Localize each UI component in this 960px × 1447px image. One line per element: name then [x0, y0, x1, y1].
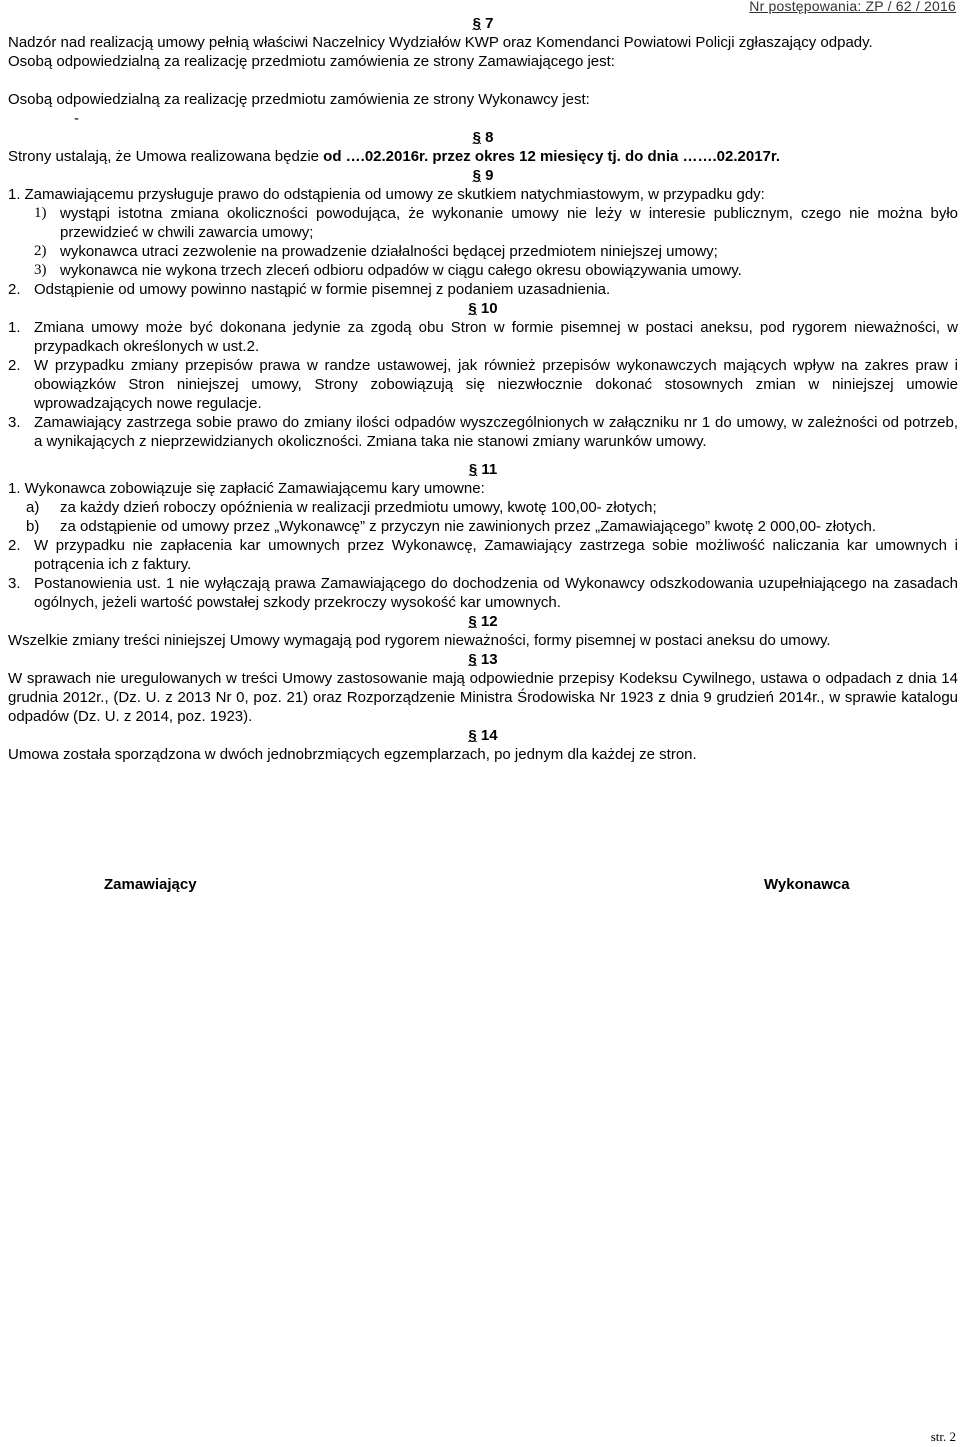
section-10-item-1: 1. Zmiana umowy może być dokonana jedynie za zgodą obu Stron w formie pisemnej w postaci aneksu, pod rygorem nieważności, w przypadkach określonych w ust.2.: [8, 319, 958, 355]
page-number: str. 2: [930, 1429, 956, 1444]
section-8-heading: § 8: [472, 129, 494, 146]
section-10-item-2: 2. W przypadku zmiany przepisów prawa w randze ustawowej, jak również przepisów wykonawczych mających wpływ na zakres praw i obowiązków Stron niniejszej umowy, Strony zobowiązują się niezwłocznie dokonać stosownych zmian w niniejszej umowie wprowadzających nowe regulacje.: [8, 357, 958, 412]
section-13-paragraph: W sprawach nie uregulowanych w treści Umowy zastosowanie mają odpowiednie przepisy Kodeksu Cywilnego, ustawa o odpadach z dnia 14 grudnia 2012r., (Dz. U. z 2013 Nr 0, poz. 21) oraz Rozporządzenie Ministra Środowiska Nr 1923 z dnia 9 grudzień 2014r., w sprawie katalogu odpadów (Dz. U. z 2014, poz. 1923).: [8, 670, 958, 725]
section-11-subitem-b: b) za odstąpienie od umowy przez „Wykonawcę” z przyczyn nie zawinionych przez „Zamawiającego” kwotę 2 000,00- złotych.: [26, 518, 877, 535]
section-9-subitem-3: 3) wykonawca nie wykona trzech zleceń odbioru odpadów w ciągu całego okresu obowiązywania umowy.: [34, 262, 742, 279]
contract-body: [8, 14, 958, 764]
section-9-item-2: 2. Odstąpienie od umowy powinno nastąpić w formie pisemnej z podaniem uzasadnienia.: [8, 281, 611, 298]
section-8-paragraph: Strony ustalają, że Umowa realizowana będzie od ….02.2016r. przez okres 12 miesięcy tj. do dnia …….02.2017r.: [8, 148, 781, 165]
section-9-subitem-2: 2) wykonawca utraci zezwolenie na prowadzenie działalności będącej przedmiotem niniejszej umowy;: [34, 243, 718, 260]
section-7-paragraph-3: Osobą odpowiedzialną za realizację przedmiotu zamówienia ze strony Wykonawcy jest:: [8, 91, 590, 108]
procedure-number: Nr postępowania: ZP / 62 / 2016: [749, 0, 956, 14]
signature-ordering-party: Zamawiający: [104, 876, 197, 893]
section-12-heading: § 12: [468, 613, 498, 630]
section-14-paragraph: Umowa została sporządzona w dwóch jednobrzmiących egzemplarzach, po jednym dla każdej ze stron.: [8, 746, 697, 763]
section-7-paragraph-2: Osobą odpowiedzialną za realizację przedmiotu zamówienia ze strony Zamawiającego jest:: [8, 53, 615, 70]
section-11-item-2: 2. W przypadku nie zapłacenia kar umownych przez Wykonawcę, Zamawiający zastrzega sobie możliwość naliczania kar umownych i potrącenia ich z faktury.: [8, 537, 958, 573]
section-13-heading: § 13: [468, 651, 498, 668]
section-11-subitem-a: a) za każdy dzień roboczy opóźnienia w realizacji przedmiotu umowy, kwotę 100,00- złotych;: [26, 499, 657, 516]
section-7-heading: § 7: [472, 15, 494, 32]
section-11-item-1: 1. Wykonawca zobowiązuje się zapłacić Zamawiającemu kary umowne:: [8, 480, 485, 497]
section-9-item-1: 1. Zamawiającemu przysługuje prawo do odstąpienia od umowy ze skutkiem natychmiastowym, w przypadku gdy:: [8, 186, 765, 203]
section-12-paragraph: Wszelkie zmiany treści niniejszej Umowy wymagają pod rygorem nieważności, formy pisemnej w postaci aneksu do umowy.: [8, 632, 831, 649]
section-9-subitem-1: 1) wystąpi istotna zmiana okoliczności powodująca, że wykonanie umowy nie leży w interesie publicznym, czego nie można było przewidzieć w chwili zawarcia umowy;: [34, 205, 958, 241]
section-9-heading: § 9: [472, 167, 494, 184]
section-11-item-3: 3. Postanowienia ust. 1 nie wyłączają prawa Zamawiającego do dochodzenia od Wykonawcy odszkodowania uzupełniającego na zasadach ogólnych, jeżeli wartość powstałej szkody przekroczy wysokość kar umownych.: [8, 575, 958, 611]
section-11-heading: § 11: [468, 461, 498, 478]
section-7-paragraph-1: Nadzór nad realizacją umowy pełnią właściwi Naczelnicy Wydziałów KWP oraz Komendanci Powiatowi Policji zgłaszający odpady.: [8, 34, 873, 51]
section-7-dash: -: [74, 110, 79, 127]
section-10-heading: § 10: [468, 300, 498, 317]
section-14-heading: § 14: [468, 727, 498, 744]
signature-contractor: Wykonawca: [764, 876, 850, 893]
section-10-item-3: 3. Zamawiający zastrzega sobie prawo do zmiany ilości odpadów wyszczególnionych w załączniku nr 1 do umowy, w zależności od potrzeb, a wynikających z nieprzewidzianych okoliczności. Zmiana taka nie stanowi zmiany warunków umowy.: [8, 414, 958, 450]
